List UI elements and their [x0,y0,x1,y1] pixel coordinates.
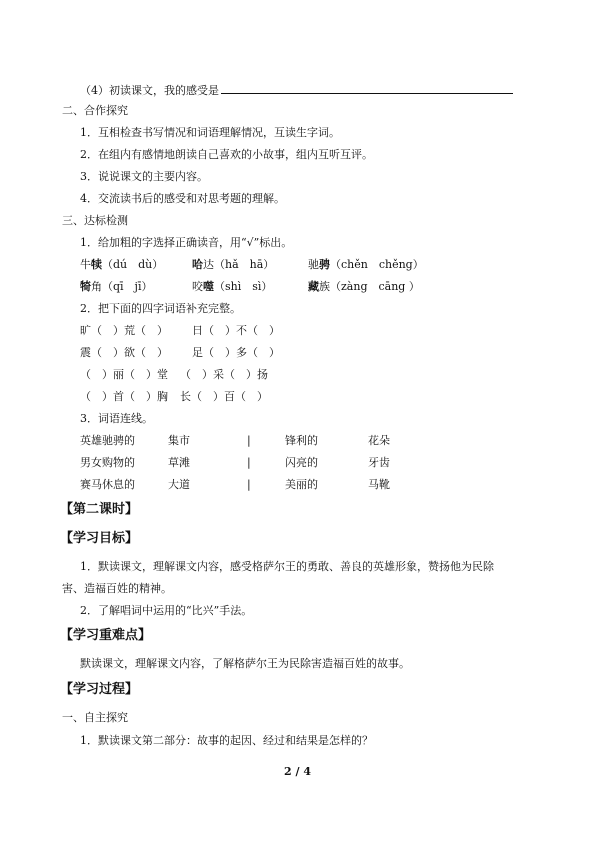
bold-char: 噬 [203,280,214,293]
pinyin-r2c3: 藏族（zàng cāng ） [308,280,420,293]
section-3-heading: 三、达标检测 [62,214,128,227]
match-mid: 集市 [168,434,190,447]
pinyin-r2c2: 咬噬（shì sì） [192,280,273,293]
idiom-4-1: （ ）首（ ）胸 [80,390,168,403]
bold-char: 犊 [91,258,102,271]
pinyin-r2c1: 犄角（qī jī） [80,280,153,293]
match-mid: 大道 [168,478,190,491]
section-3-item-1: 1．给加粗的字选择正确读音，用“√”标出。 [80,236,293,249]
section-2-item-4: 4．交流读书后的感受和对思考题的理解。 [80,192,285,205]
match-right-2: 马靴 [368,478,390,491]
goal-1-line-a: 1．默读课文，理解课文内容，感受格萨尔王的勇敢、善良的英雄形象，赞扬他为民除 [80,560,494,573]
match-left: 赛马休息的 [80,478,135,491]
q4-text: （4）初读课文，我的感受是 [80,84,219,97]
idiom-2-1: 震（ ）欲（ ） [80,346,168,359]
section-2-heading: 二、合作探究 [62,104,128,117]
page-number: 2 / 4 [284,765,311,778]
bold-char: 犄 [80,280,91,293]
process-section-1: 一、自主探究 [62,711,128,724]
match-divider: | [247,456,251,469]
pinyin-r1c1: 牛犊（dú dù） [80,258,164,271]
match-right-1: 美丽的 [285,478,318,491]
match-right-2: 花朵 [368,434,390,447]
idiom-2-2: 足（ ）多（ ） [192,346,280,359]
answer-blank [221,82,513,94]
bold-char: 骋 [319,258,330,271]
goal-2: 2．了解唱词中运用的“比兴”手法。 [80,604,253,617]
idiom-1-2: 日（ ）不（ ） [192,324,280,337]
match-right-2: 牙齿 [368,456,390,469]
key-point-1: 默读课文，理解课文内容，了解格萨尔王为民除害造福百姓的故事。 [80,657,410,670]
goal-1-line-b: 害、造福百姓的精神。 [62,582,172,595]
match-right-1: 闪亮的 [285,456,318,469]
section-2-item-2: 2．在组内有感情地朗读自己喜欢的小故事，组内互听互评。 [80,148,373,161]
heading-second-lesson: 【第二课时】 [60,502,139,517]
match-left: 男女购物的 [80,456,135,469]
bold-char: 哈 [192,258,203,271]
match-right-1: 锋利的 [285,434,318,447]
section-3-item-3: 3．词语连线。 [80,412,153,425]
heading-key-points: 【学习重难点】 [60,628,152,643]
process-item-1: 1．默读课文第二部分：故事的起因、经过和结果是怎样的？ [80,734,373,747]
section-2-item-1: 1．互相检查书写情况和词语理解情况，互读生字词。 [80,126,340,139]
match-left: 英雄驰骋的 [80,434,135,447]
idiom-4-2: 长（ ）百（ ） [180,390,268,403]
idiom-1-1: 旷（ ）荒（ ） [80,324,168,337]
section-3-item-2: 2．把下面的四字词语补充完整。 [80,302,241,315]
bold-char: 藏 [308,280,319,293]
idiom-3-2: （ ）采（ ）扬 [180,368,268,381]
section-2-item-3: 3．说说课文的主要内容。 [80,170,208,183]
pinyin-r1c3: 驰骋（chěn chěng） [308,258,424,271]
match-divider: | [247,478,251,491]
match-mid: 草滩 [168,456,190,469]
idiom-3-1: （ ）丽（ ）堂 [80,368,168,381]
pinyin-r1c2: 哈达（hǎ hā） [192,258,275,271]
match-divider: | [247,434,251,447]
heading-learning-goals: 【学习目标】 [60,531,139,546]
q4-line [80,82,513,98]
heading-learning-process: 【学习过程】 [60,682,139,697]
